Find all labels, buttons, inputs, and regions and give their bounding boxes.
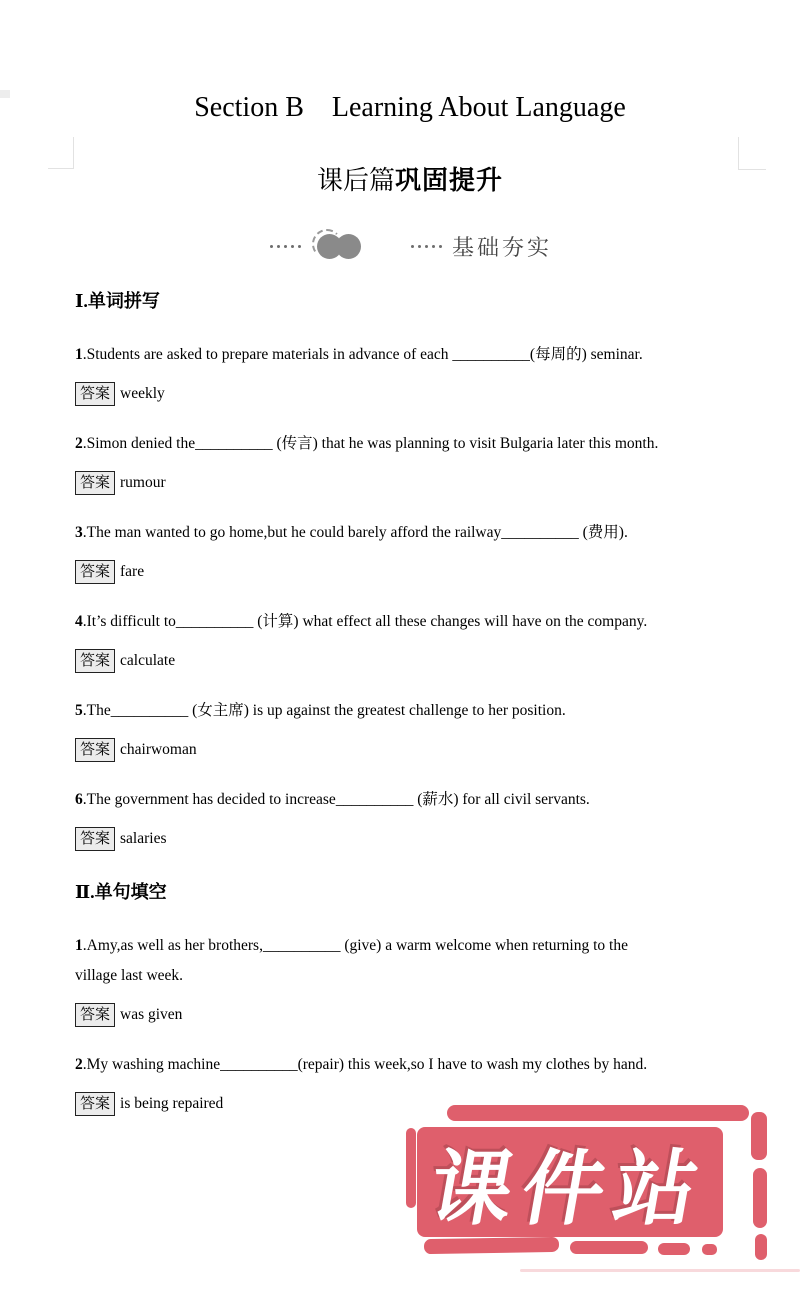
page-corner-artifact — [0, 90, 10, 98]
stamp-border-stroke — [570, 1241, 648, 1254]
margin-mark-top-right — [738, 169, 766, 170]
answer-label-box: 答案 — [75, 471, 115, 495]
question-text: .It’s difficult to__________ (计算) what effect all these changes will have on the company. — [82, 613, 648, 630]
answer-text: fare — [120, 563, 145, 580]
question-number: 1 — [75, 346, 83, 363]
answer-text: rumour — [120, 474, 166, 491]
stamp-border-stroke — [751, 1112, 767, 1160]
answer-label-box: 答案 — [75, 1003, 115, 1027]
margin-mark-top-left — [73, 137, 74, 169]
worksheet-body — [75, 289, 665, 1117]
answer-row — [75, 826, 665, 852]
question — [75, 696, 665, 726]
stamp-border-stroke — [755, 1234, 767, 1260]
document-page — [0, 90, 800, 1290]
question-text: .The government has decided to increase__________ (薪水) for all civil servants. — [82, 791, 590, 808]
answer-label-box: 答案 — [75, 560, 115, 584]
answer-label-box: 答案 — [75, 382, 115, 406]
dots-decoration — [268, 245, 303, 248]
dots-decoration — [409, 245, 444, 248]
question — [75, 518, 665, 548]
answer-text: was given — [120, 1006, 183, 1023]
margin-mark-top-left — [48, 168, 74, 169]
subtitle-regular: 课后篇 — [316, 166, 395, 195]
subtitle-bold: 巩固提升 — [395, 165, 504, 195]
question-text: .My washing machine__________(repair) this week,so I have to wash my clothes by hand. — [82, 1056, 648, 1073]
answer-row — [75, 381, 665, 407]
stamp-border-stroke — [658, 1243, 690, 1255]
answer-row — [75, 648, 665, 674]
question-number: 2 — [75, 435, 83, 452]
double-circle-icon — [313, 232, 369, 260]
answer-text: is being repaired — [120, 1095, 224, 1112]
page-subtitle — [75, 163, 745, 198]
question-text: .Students are asked to prepare materials in advance of each __________(每周的) seminar. — [82, 346, 643, 363]
question — [75, 607, 665, 637]
section-heading-2: Ⅱ.单句填空 — [75, 882, 167, 902]
stamp-border-stroke — [424, 1237, 559, 1254]
question-number: 6 — [75, 791, 83, 808]
banner-label: 基础夯实 — [451, 234, 552, 260]
answer-text: chairwoman — [120, 741, 197, 758]
answer-row — [75, 1002, 665, 1028]
page-title: Section B Learning About Language — [194, 92, 626, 123]
question-text: .The man wanted to go home,but he could barely afford the railway__________ (费用). — [82, 524, 628, 541]
question-text: .Amy,as well as her brothers,__________ (give) a warm welcome when returning to the village last week. — [75, 937, 628, 984]
answer-label-box: 答案 — [75, 738, 115, 762]
answer-row — [75, 559, 665, 585]
answer-text: calculate — [120, 652, 176, 669]
question — [75, 1050, 665, 1080]
question-number: 3 — [75, 524, 83, 541]
circle-decoration — [336, 234, 361, 259]
question — [75, 429, 665, 459]
document-header — [75, 90, 745, 261]
stamp-border-stroke — [702, 1244, 717, 1255]
answer-label-box: 答案 — [75, 1092, 115, 1116]
question — [75, 785, 665, 815]
section-banner — [75, 231, 745, 261]
question — [75, 340, 665, 370]
answer-row — [75, 470, 665, 496]
answer-text: salaries — [120, 830, 167, 847]
watermark-stamp — [410, 1100, 800, 1272]
stamp-border-stroke — [447, 1105, 749, 1121]
answer-label-box: 答案 — [75, 827, 115, 851]
question-text: .The__________ (女主席) is up against the greatest challenge to her position. — [82, 702, 566, 719]
answer-row — [75, 737, 665, 763]
question-text: .Simon denied the__________ (传言) that he was planning to visit Bulgaria later this month. — [82, 435, 659, 452]
question — [75, 931, 665, 991]
question-number: 5 — [75, 702, 83, 719]
answer-text: weekly — [120, 385, 165, 402]
question-number: 2 — [75, 1056, 83, 1073]
stamp-border-stroke — [753, 1168, 767, 1228]
question-number: 4 — [75, 613, 83, 630]
stamp-text: 课件站 — [422, 1143, 715, 1235]
margin-mark-top-right — [738, 137, 739, 170]
question-number: 1 — [75, 937, 83, 954]
answer-label-box: 答案 — [75, 649, 115, 673]
section-heading-1: Ⅰ.单词拼写 — [75, 291, 160, 311]
